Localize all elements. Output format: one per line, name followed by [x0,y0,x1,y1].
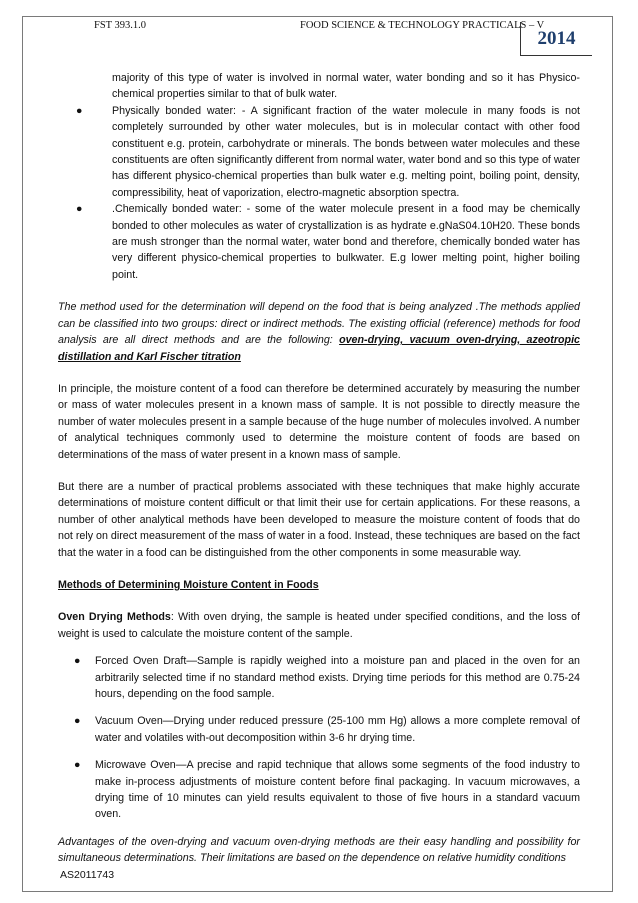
method-paragraph [58,299,580,365]
continued-paragraph: majority of this type of water is involved in normal water, water bonding and so it has Physico-chemical properties similar to that of bulk water. [112,72,580,101]
page-content [58,70,580,867]
header-title: FOOD SCIENCE & TECHNOLOGY PRACTICALS – V [300,20,545,31]
list-item [76,201,580,283]
list-item [74,713,580,746]
list-item [76,103,580,201]
footer-id: AS2011743 [60,869,115,881]
principle-paragraph: In principle, the moisture content of a food can therefore be determined accurately by measuring the number or mass of water molecules present in a known mass of sample. It is not possible to directly measure the number of water molecules present in a sample because of the huge number of molecules involved. A number of analytical techniques commonly used to determine the moisture content of foods are based on determinations of the mass of water present in a known mass of sample. [58,382,580,461]
header-year: 2014 [520,22,592,56]
vacuum-oven-text: Vacuum Oven—Drying under reduced pressure (25-100 mm Hg) allows a more complete removal of water and volatiles with-out decomposition within 3-6 hr drying time. [95,715,580,744]
forced-oven-text: Forced Oven Draft—Sample is rapidly weighed into a moisture pan and placed in the oven for an arbitrarily selected time if no standard method exists. Drying time periods for this method are 0.75-24 hours, depending on the food sample. [95,655,580,700]
list-item [74,757,580,823]
problems-paragraph: But there are a number of practical problems associated with these techniques that make highly accurate determinations of moisture content difficult or that limit their use for certain applications. For these reasons, a number of other analytical methods have been developed to measure the moisture content of foods that do not rely on direct measurement of the mass of water in a food. Instead, these techniques are based on the fact that the water in a food can be distinguished from the other components in some measurable way. [58,480,580,559]
list-item [74,653,580,702]
physically-bonded-water-text: Physically bonded water: - A significant fraction of the water molecule in many foods is not completely surrounded by other water molecules, but is in molecular contact with other food constituent e.g. protein, carbohydrate or minerals. The bonds between water molecules and these constituents are often significantly different from normal water, water bond and so this type of water has different physico-chemical properties than bulk water e.g. melting point, boiling point, density, compressibility, heat of vaporization, electro-magnetic absorption spectra. [112,104,580,199]
bullet-icon: ● [74,655,81,668]
advantages-paragraph: Advantages of the oven-drying and vacuum oven-drying methods are their easy handling and possibility for simultaneous determinations. Their limitations are based on the dependence on relative humidity conditions [58,835,580,865]
bullet-icon: ● [76,203,83,216]
method-list: oven-drying, vacuum oven-drying, azeotropic distillation and Karl Fischer titration [58,334,580,363]
chemically-bonded-water-text: .Chemically bonded water: - some of the water molecule present in a food may be chemically bonded to other molecules as water of crystallization is as hydrate e.gNaS04.10H20. These bonds are mush stronger than the normal water, water bond and therefore, chemically bonded water has very different physico-chemical properties to bulkwater. E.g lower melting point, higher boiling point. [112,203,580,281]
method-intro: The method used for the determination will depend on the food that is being analyzed .The methods applied can be classified into two groups: direct or indirect methods. The existing official (reference) methods for food analysis are all direct methods and are the following: [58,301,580,347]
oven-drying-text: : With oven drying, the sample is heated under specified conditions, and the loss of weight is used to calculate the moisture content of the sample. [58,611,581,640]
bullet-icon: ● [74,715,81,728]
header-course-code: FST 393.1.0 [94,20,147,31]
oven-drying-paragraph [58,609,580,642]
oven-drying-label: Oven Drying Methods [58,611,171,624]
bullet-icon: ● [76,104,83,117]
section-heading: Methods of Determining Moisture Content in Foods [58,578,319,591]
microwave-oven-text: Microwave Oven—A precise and rapid technique that allows some segments of the food industry to make in-process adjustments of moisture content before final packaging. In vacuum microwaves, a drying time of 10 minutes can yield results equivalent to those of five hours in a standard vacuum oven. [95,759,580,821]
bullet-icon: ● [74,759,81,772]
